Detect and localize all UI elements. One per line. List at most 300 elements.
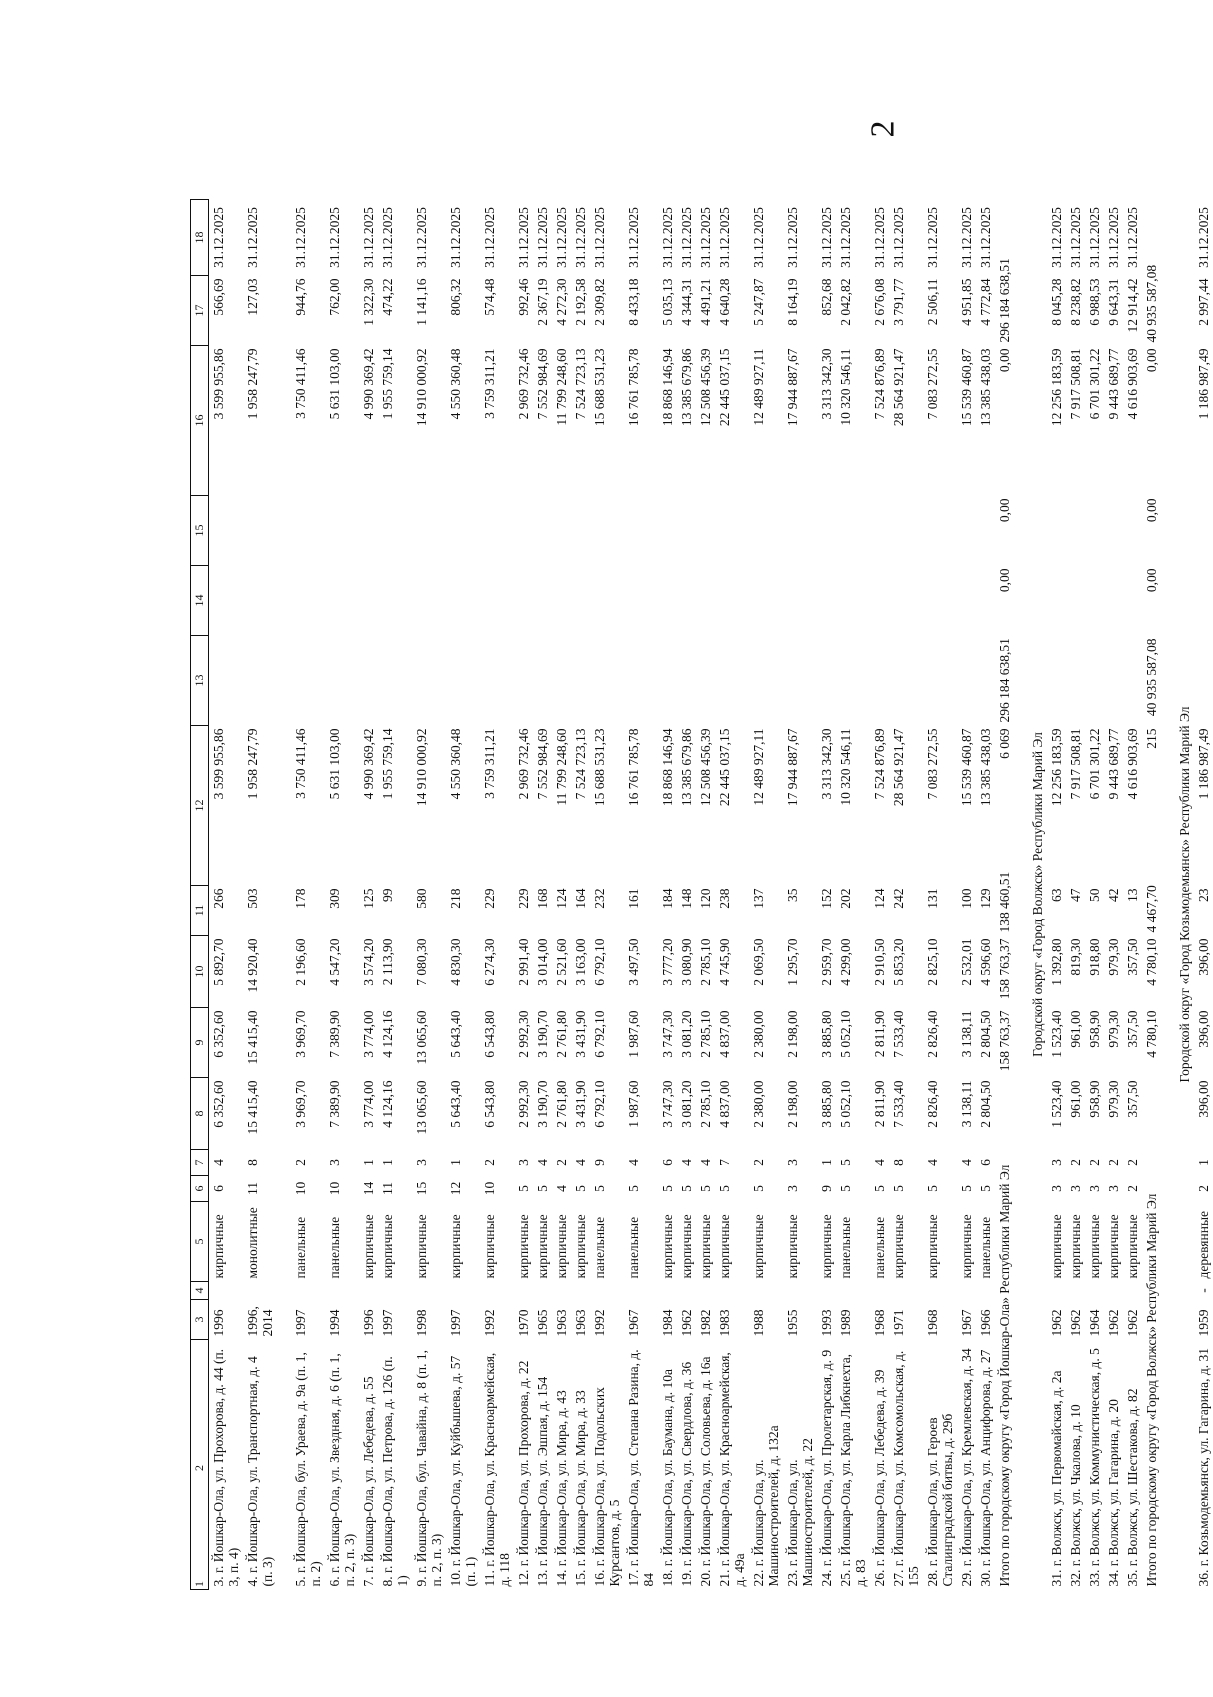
residents-cell: 13: [1125, 888, 1140, 902]
entrances-cell: 4: [535, 1159, 550, 1166]
cost-cell: 3 759 311,21: [482, 728, 497, 799]
area-cell: 2 761,80: [554, 1010, 569, 1058]
entrances-cell: 4: [925, 1159, 940, 1166]
year-cell: 1966: [978, 1309, 993, 1337]
total-fund-cell: 0,00: [1144, 348, 1159, 373]
date-cell: 31.12.2025: [592, 207, 607, 268]
year-cell: 1967: [959, 1309, 974, 1337]
fund-cell: [378, 636, 412, 726]
table-row: [836, 120, 870, 1590]
fund-cell: [359, 566, 378, 636]
material-cell: панельные: [293, 1216, 308, 1279]
year-cell: 1955: [785, 1309, 800, 1337]
fund-cell: [480, 496, 514, 566]
area-cell: 357,50: [1125, 938, 1140, 976]
header-cell: 17: [191, 276, 209, 346]
fund-cell: [749, 566, 783, 636]
floors-cell: 2: [1196, 1185, 1211, 1192]
fund-cell: [658, 636, 677, 726]
area-cell: 3 431,90: [573, 1010, 588, 1058]
area-cell: 958,90: [1087, 1010, 1102, 1048]
floors-cell: 5: [717, 1185, 732, 1192]
date-cell: 31.12.2025: [891, 207, 906, 268]
area-cell: 3 138,11: [959, 1080, 974, 1128]
fund-cell: [1194, 636, 1213, 726]
unit-cost-cell: 4 272,30: [554, 278, 569, 326]
fund-cell: [889, 496, 923, 566]
fund-cell: [590, 496, 624, 566]
unit-cost-cell: 2 192,58: [573, 278, 588, 326]
floors-cell: 15: [414, 1181, 429, 1196]
cost-cell: 9 443 689,77: [1106, 348, 1121, 420]
area-cell: 918,80: [1087, 938, 1102, 976]
area-cell: 3 163,00: [573, 938, 588, 986]
fund-cell: [696, 566, 715, 636]
area-cell: 4 547,20: [327, 938, 342, 986]
floors-cell: 5: [535, 1185, 550, 1192]
cell: [1142, 120, 1161, 200]
table-row: [923, 120, 957, 1590]
floors-cell: 14: [361, 1181, 376, 1196]
cost-cell: 4 616 903,69: [1125, 728, 1140, 800]
cost-cell: 2 969 732,46: [516, 728, 531, 800]
total-row-yoshkar-ola: [995, 120, 1014, 1590]
year-cell: 1993: [819, 1309, 834, 1337]
fund-cell: [889, 566, 923, 636]
year-cell: 1962: [1106, 1309, 1121, 1337]
address-cell: 26. г. Йошкар-Ола, ул. Лебедева, д. 39: [872, 1369, 887, 1587]
unit-cost-cell: 4 344,31: [679, 278, 694, 326]
area-cell: 979,30: [1106, 1010, 1121, 1048]
area-cell: 1 987,60: [626, 1080, 641, 1128]
year-cell: 1964: [1087, 1309, 1102, 1337]
table-row: [1123, 120, 1142, 1590]
fund-cell: [658, 566, 677, 636]
material-cell: кирпичные: [679, 1214, 694, 1279]
header-cell: 5: [191, 1202, 209, 1282]
cost-cell: 13 385 679,86: [679, 348, 694, 427]
year-cell: 1992: [592, 1309, 607, 1337]
residents-cell: 35: [785, 888, 800, 902]
entrances-cell: 3: [414, 1159, 429, 1166]
entrances-cell: 4: [573, 1159, 588, 1166]
cell: [1085, 1282, 1104, 1300]
area-cell: 357,50: [1125, 1010, 1140, 1048]
floors-cell: 5: [660, 1185, 675, 1192]
area-cell: 2 804,50: [978, 1010, 993, 1058]
material-cell: кирпичные: [925, 1214, 940, 1279]
cell: [1161, 200, 1175, 1590]
floors-cell: 6: [211, 1185, 226, 1192]
fund-cell: [1047, 636, 1066, 726]
residents-cell: 23: [1196, 888, 1211, 902]
total-fund-cell: 0,00: [997, 498, 1012, 523]
unit-cost-cell: 8 164,19: [785, 278, 800, 326]
fund-cell: [1047, 566, 1066, 636]
residents-cell: 100: [959, 888, 974, 909]
date-cell: 31.12.2025: [573, 207, 588, 268]
fund-cell: [243, 496, 277, 566]
date-cell: 31.12.2025: [959, 207, 974, 268]
fund-cell: [976, 496, 995, 566]
fund-cell: [1194, 496, 1213, 566]
fund-cell: [817, 566, 836, 636]
residents-cell: 161: [626, 888, 641, 909]
fund-cell: [1085, 636, 1104, 726]
unit-cost-cell: 1 322,30: [361, 278, 376, 326]
total-residents-cell: 6 069: [997, 728, 1012, 759]
cell: [749, 1282, 783, 1300]
entrances-cell: 2: [751, 1159, 766, 1166]
entrances-cell: 4: [626, 1159, 641, 1166]
residents-cell: 218: [448, 888, 463, 909]
floors-cell: 10: [327, 1181, 342, 1196]
floors-cell: 3: [785, 1185, 800, 1192]
residents-cell: 124: [554, 888, 569, 909]
entrances-cell: 2: [1106, 1159, 1121, 1166]
table-row: [1047, 120, 1066, 1590]
residents-cell: 202: [838, 888, 853, 909]
entrances-cell: 4: [211, 1159, 226, 1166]
date-cell: 31.12.2025: [1087, 207, 1102, 268]
fund-cell: [209, 566, 244, 636]
table-row: [817, 120, 836, 1590]
total-cost-cell: 296 184 638,51: [997, 258, 1012, 343]
area-cell: 1 523,40: [1049, 1010, 1064, 1058]
date-cell: 31.12.2025: [293, 207, 308, 268]
header-cell: 16: [191, 346, 209, 496]
address-cell: 22. г. Йошкар-Ола, ул. Машиностроителей, д. 132а: [751, 1425, 781, 1587]
fund-cell: [533, 566, 552, 636]
material-cell: кирпичные: [380, 1214, 395, 1279]
floors-cell: 2: [1125, 1185, 1140, 1192]
area-cell: 3 777,20: [660, 938, 675, 986]
fund-cell: [957, 496, 976, 566]
entrances-cell: 3: [516, 1159, 531, 1166]
floors-cell: 5: [626, 1185, 641, 1192]
area-cell: 2 532,01: [959, 938, 974, 986]
unit-cost-cell: 852,68: [819, 278, 834, 316]
fund-cell: [590, 566, 624, 636]
fund-cell: [209, 636, 244, 726]
area-cell: 2 761,80: [554, 1080, 569, 1128]
total-area-cell: 158 763,37: [997, 1010, 1012, 1072]
table-row: [571, 120, 590, 1590]
area-cell: 5 892,70: [211, 938, 226, 986]
area-cell: 1 987,60: [626, 1010, 641, 1058]
material-cell: монолитные: [245, 1207, 260, 1279]
cost-cell: 6 701 301,22: [1087, 348, 1102, 420]
area-cell: 2 959,70: [819, 938, 834, 986]
material-cell: кирпичные: [819, 1214, 834, 1279]
area-cell: 396,00: [1196, 938, 1211, 976]
fund-cell: [923, 496, 957, 566]
area-cell: 6 352,60: [211, 1080, 226, 1128]
table-row: [957, 120, 976, 1590]
area-cell: 5 643,40: [448, 1080, 463, 1128]
cell: [1014, 200, 1028, 1590]
floors-cell: 3: [1087, 1185, 1102, 1192]
table-row: [870, 120, 889, 1590]
spacer-row: [277, 120, 291, 1590]
material-cell: кирпичные: [516, 1214, 531, 1279]
area-cell: 4 837,00: [717, 1010, 732, 1058]
fund-cell: [696, 496, 715, 566]
address-cell: 29. г. Йошкар-Ола, ул. Кремлевская, д. 34: [959, 1348, 974, 1587]
section-title: Городской округ «Город Козьмодемьянск» Республики Марий Эл: [1177, 706, 1192, 1083]
table-row: [658, 120, 677, 1590]
date-cell: 31.12.2025: [679, 207, 694, 268]
cost-cell: 3 750 411,46: [293, 728, 308, 799]
fund-cell: [1104, 496, 1123, 566]
address-cell: 34. г. Волжск, ул. Гагарина, д. 20: [1106, 1399, 1121, 1587]
material-cell: кирпичные: [959, 1214, 974, 1279]
table-row: [552, 120, 571, 1590]
area-cell: 5 643,40: [448, 1010, 463, 1058]
year-cell: 1996, 2014: [245, 1306, 275, 1337]
cell: [870, 1282, 889, 1300]
floors-cell: 5: [679, 1185, 694, 1192]
header-cell: 7: [191, 1150, 209, 1176]
area-cell: 1 295,70: [785, 938, 800, 986]
page-number: 2: [864, 120, 902, 138]
header-cell: [191, 1340, 209, 1590]
residents-cell: 164: [573, 888, 588, 909]
address-cell: 19. г. Йошкар-Ола, ул. Свердлова, д. 36: [679, 1361, 694, 1587]
table-row: [1104, 120, 1123, 1590]
floors-cell: 5: [573, 1185, 588, 1192]
cell: [677, 1282, 696, 1300]
year-cell: 1994: [327, 1309, 342, 1337]
cost-cell: 5 631 103,00: [327, 348, 342, 420]
cell: [624, 1282, 658, 1300]
total-label: Итого по городскому округу «Город Йошкар-Ола» Республики Марий Эл: [997, 1164, 1012, 1587]
table-row: [783, 120, 817, 1590]
floors-cell: 5: [959, 1185, 974, 1192]
floors-cell: 12: [448, 1181, 463, 1196]
area-cell: 4 830,30: [448, 938, 463, 986]
date-cell: 31.12.2025: [698, 207, 713, 268]
header-cell: 6: [191, 1176, 209, 1202]
area-cell: 6 543,80: [482, 1010, 497, 1058]
fund-cell: [552, 636, 571, 726]
cost-cell: 17 944 887,67: [785, 728, 800, 807]
floors-cell: 5: [872, 1185, 887, 1192]
area-cell: 4 745,90: [717, 938, 732, 986]
header-cell: 13: [191, 636, 209, 726]
year-cell: 1971: [891, 1309, 906, 1337]
area-cell: 15 415,40: [245, 1080, 260, 1135]
area-cell: 2 992,30: [516, 1010, 531, 1058]
area-cell: 2 198,00: [785, 1010, 800, 1058]
material-cell: кирпичные: [535, 1214, 550, 1279]
date-cell: 31.12.2025: [785, 207, 800, 268]
cell: [817, 1282, 836, 1300]
fund-cell: [957, 566, 976, 636]
residents-cell: 238: [717, 888, 732, 909]
total-cost-cell: 296 184 638,51: [997, 638, 1012, 723]
area-cell: 2 826,40: [925, 1080, 940, 1128]
material-cell: кирпичные: [698, 1214, 713, 1279]
date-cell: 31.12.2025: [482, 207, 497, 268]
table-row: [359, 120, 378, 1590]
address-cell: 24. г. Йошкар-Ола, ул. Пролетарская, д. 9: [819, 1349, 834, 1587]
unit-cost-cell: 2 506,11: [925, 278, 940, 326]
total-fund-cell: 0,00: [1144, 568, 1159, 593]
total-area-cell: 4 467,70: [1144, 885, 1159, 933]
area-cell: 2 992,30: [516, 1080, 531, 1128]
cost-cell: 1 186 987,49: [1196, 348, 1211, 420]
cost-cell: 9 443 689,77: [1106, 728, 1121, 800]
area-cell: 15 415,40: [245, 1010, 260, 1065]
register-sheet: [190, 120, 1211, 1590]
floors-cell: 5: [891, 1185, 906, 1192]
unit-cost-cell: 474,22: [380, 278, 395, 316]
material-cell: панельные: [626, 1216, 641, 1279]
area-cell: 7 080,30: [414, 938, 429, 986]
entrances-cell: 2: [293, 1159, 308, 1166]
cost-cell: 1 955 759,14: [380, 728, 395, 800]
cost-cell: 5 631 103,00: [327, 728, 342, 800]
area-cell: 3 574,20: [361, 938, 376, 986]
address-cell: 4. г. Йошкар-Ола, ул. Транспортная, д. 4 (п. 3): [245, 1356, 275, 1587]
material-cell: деревянные: [1196, 1210, 1211, 1279]
cost-cell: 3 599 955,86: [211, 728, 226, 800]
table-row: [243, 120, 277, 1590]
cell: [995, 120, 1014, 200]
date-cell: 31.12.2025: [1068, 207, 1083, 268]
area-cell: 2 826,40: [925, 1010, 940, 1058]
area-cell: 1 523,40: [1049, 1080, 1064, 1128]
cost-cell: 1 958 247,79: [245, 728, 260, 800]
cost-cell: 7 552 984,69: [535, 728, 550, 800]
fund-cell: [1194, 566, 1213, 636]
area-cell: 5 052,10: [838, 1010, 853, 1058]
entrances-cell: 2: [482, 1159, 497, 1166]
entrances-cell: 4: [959, 1159, 974, 1166]
fund-cell: [359, 496, 378, 566]
year-cell: 1962: [1068, 1309, 1083, 1337]
floors-cell: 5: [516, 1185, 531, 1192]
residents-cell: 124: [872, 888, 887, 909]
unit-cost-cell: 992,46: [516, 278, 531, 316]
address-cell: 31. г. Волжск, ул. Первомайская, д. 2а: [1049, 1370, 1064, 1587]
fund-cell: [291, 566, 325, 636]
fund-cell: [552, 496, 571, 566]
fund-cell: [1085, 566, 1104, 636]
material-cell: панельные: [838, 1216, 853, 1279]
residents-cell: 125: [361, 888, 376, 909]
cost-cell: 12 508 456,39: [698, 728, 713, 807]
fund-cell: [677, 566, 696, 636]
cost-cell: 4 616 903,69: [1125, 348, 1140, 420]
date-cell: 31.12.2025: [819, 207, 834, 268]
entrances-cell: 1: [380, 1159, 395, 1166]
date-cell: 31.12.2025: [380, 207, 395, 268]
residents-cell: 232: [592, 888, 607, 909]
floors-cell: 5: [925, 1185, 940, 1192]
fund-cell: [624, 566, 658, 636]
residents-cell: 47: [1068, 888, 1083, 902]
area-cell: 357,50: [1125, 1080, 1140, 1118]
area-cell: 2 785,10: [698, 1080, 713, 1128]
material-cell: кирпичные: [891, 1214, 906, 1279]
year-cell: 1997: [380, 1309, 395, 1337]
fund-cell: [624, 496, 658, 566]
cost-cell: 12 489 927,11: [751, 348, 766, 426]
cell: [480, 1282, 514, 1300]
material-cell: кирпичные: [448, 1214, 463, 1279]
fund-cell: [590, 636, 624, 726]
unit-cost-cell: 806,32: [448, 278, 463, 316]
fund-cell: [677, 636, 696, 726]
cell: [277, 200, 291, 1590]
cost-cell: 7 083 272,55: [925, 348, 940, 420]
unit-cost-cell: 762,00: [327, 278, 342, 316]
fund-cell: [514, 496, 533, 566]
header-cell: 18: [191, 200, 209, 276]
entrances-cell: 8: [245, 1159, 260, 1166]
residents-cell: 229: [482, 888, 497, 909]
area-cell: 3 014,00: [535, 938, 550, 986]
area-cell: 3 885,80: [819, 1080, 834, 1128]
floors-cell: 5: [751, 1185, 766, 1192]
unit-cost-cell: 2 997,44: [1196, 278, 1211, 326]
fund-cell: [783, 496, 817, 566]
address-cell: 27. г. Йошкар-Ола, ул. Комсомольская, д. 155: [891, 1350, 921, 1587]
cost-cell: 11 799 248,60: [554, 348, 569, 426]
cell: [923, 1282, 957, 1300]
floors-cell: 5: [838, 1185, 853, 1192]
cell: [696, 1282, 715, 1300]
cost-cell: 7 524 876,89: [872, 348, 887, 420]
fund-cell: [514, 636, 533, 726]
address-cell: 36. г. Козьмодемьянск, ул. Гагарина, д. 31: [1196, 1348, 1211, 1587]
area-cell: 2 521,60: [554, 938, 569, 986]
year-cell: 1968: [872, 1309, 887, 1337]
area-cell: 819,30: [1068, 938, 1083, 976]
date-cell: 31.12.2025: [1125, 207, 1140, 268]
date-cell: 31.12.2025: [1106, 207, 1121, 268]
unit-cost-cell: 8 238,82: [1068, 278, 1083, 326]
address-cell: 6. г. Йошкар-Ола, ул. Звездная, д. 6 (п. 1, п. 2, п. 3): [327, 1353, 357, 1587]
area-cell: 2 811,90: [872, 1010, 887, 1058]
area-cell: 3 497,50: [626, 938, 641, 986]
area-cell: 6 792,10: [592, 1010, 607, 1058]
cell: [783, 1282, 817, 1300]
area-cell: 14 920,40: [245, 938, 260, 993]
fund-cell: [1085, 496, 1104, 566]
fund-cell: [571, 566, 590, 636]
area-cell: 979,30: [1106, 938, 1121, 976]
area-cell: 6 792,10: [592, 1080, 607, 1128]
entrances-cell: 2: [1125, 1159, 1140, 1166]
total-cost-cell: 40 935 587,08: [1144, 264, 1159, 343]
table-row: [1066, 120, 1085, 1590]
date-cell: 31.12.2025: [660, 207, 675, 268]
date-cell: 31.12.2025: [516, 207, 531, 268]
area-cell: 3 081,20: [679, 1080, 694, 1128]
date-cell: 31.12.2025: [554, 207, 569, 268]
area-cell: 13 065,60: [414, 1080, 429, 1135]
table-row: [514, 120, 533, 1590]
table-row: [446, 120, 480, 1590]
fund-cell: [976, 636, 995, 726]
fund-cell: [291, 636, 325, 726]
material-cell: кирпичные: [573, 1214, 588, 1279]
area-cell: 3 969,70: [293, 1010, 308, 1058]
fund-cell: [359, 636, 378, 726]
